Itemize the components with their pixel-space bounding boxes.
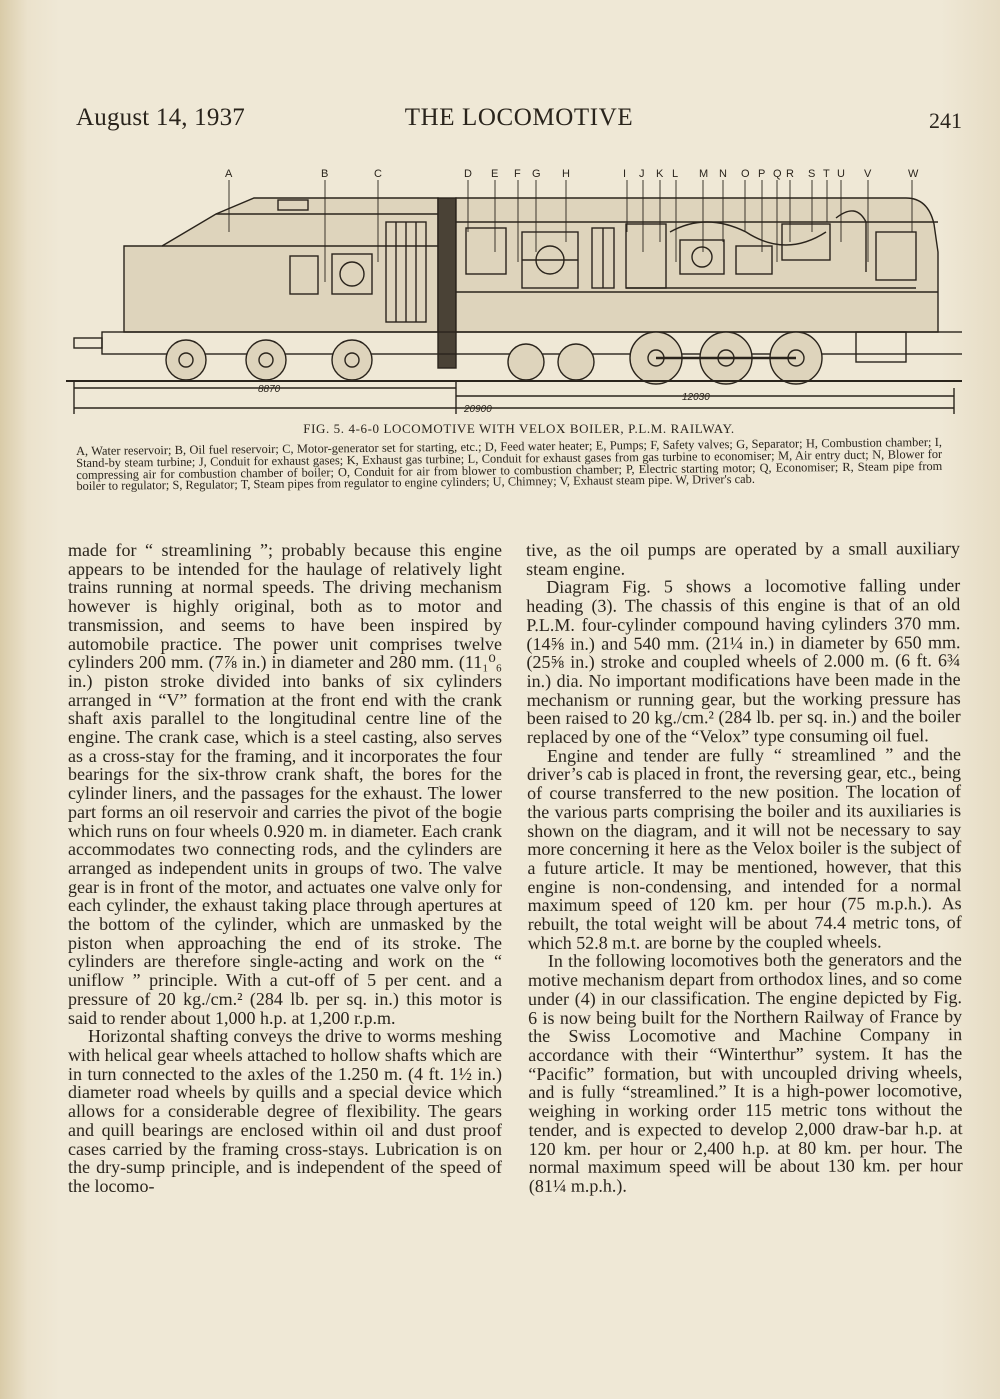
page-number: 241 <box>929 108 962 133</box>
paragraph: made for “ streamlining ”; probably because this engine appears to be intended for the haulage of relatively light trains running at normal speeds. The driving mechanism however is highly original, both as to motor and transmission, and seems to have been inspired by automobile practice. The power unit comprises twelve cylinders 200 mm. (7⅞ in.) in diameter and 280 mm. (11₁⁰₆ in.) piston stroke divided into banks of six cylinders arranged in “V” formation at the front end with the crank shaft axis parallel to the longitudinal centre line of the engine. The crank case, which is a steel casting, also serves as a cross-stay for the framing, and it incorporates the four bearings for the six-throw crank shaft, the bores for the cylinder liners, and the passages for the exhaust. The lower part forms an oil reservoir and carries the pivot of the bogie which runs on four wheels 0.920 m. in diameter. Each crank accommodates two connecting rods, and the cylinders are arranged as independent units in groups of two. The valve gear is in front of the motor, and actuates one valve only for each cylinder, the exhaust taking place through apertures at the bottom of the cylinder, which are unmasked by the piston when approaching the end of its stroke. The cylinders are therefore single-acting and work on the “ uniflow ” principle. With a cut-off of 5 per cent. and a pressure of 20 kg./cm.² (284 lb. per sq. in.) this motor is said to render about 1,000 h.p. at 1,200 r.p.m. <box>68 540 502 1028</box>
figure-label-l: L <box>672 168 679 180</box>
figure-label-m: M <box>699 168 709 180</box>
dim-engine: 12030 <box>682 392 710 403</box>
paragraph: Engine and tender are fully “ streamlined ” and the driver’s cab is placed in front, the reversing gear, etc., being of course transferred to the new position. The location of the various parts comprising the boiler and its auxiliaries is shown on the diagram, and it will not be necessary to say more concerning it here as the Velox boiler is the subject of a future article. It may be mentioned, however, that this engine is non-condensing, and intended for a normal maximum speed of 120 km. per hour (75 m.p.h.). As rebuilt, the total weight will be about 74.4 metric tons, of which 52.8 m.t. are borne by the coupled wheels. <box>526 743 962 953</box>
figure-label-b: B <box>321 168 329 180</box>
figure-label-e: E <box>491 168 499 180</box>
figure-label-f: F <box>514 168 521 180</box>
dim-total: 20900 <box>464 404 492 415</box>
figure-label-t: T <box>823 168 830 180</box>
figure-label-c: C <box>374 168 382 180</box>
figure-label-q: Q <box>773 168 782 180</box>
paragraph: Horizontal shafting conveys the drive to worms meshing with helical gear wheels attached to hollow shafts which are in turn connected to the axles of the 1.250 m. (4 ft. 1½ in.) diameter road wheels by quills and a special device which allows for a considerable degree of flexibility. The gears and quill bearings are enclosed within oil and dust proof cases carried by the framing cross-stays. Lubrication is on the dry-sump principle, and is independent of the speed of the locomo- <box>68 1026 502 1196</box>
figure-label-a: A <box>225 168 233 180</box>
figure-legend: A, Water reservoir; B, Oil fuel reservoir; C, Motor-generator set for starting, etc.; D, Feed water heater; E, Pumps; F, Safety valves; G, Separator; H, Combustion chamber; I, Stand-by steam turbine; J, Conduit for exhaust gases; K, Exhaust gas turbine; L, Conduit for exhaust gases from gas turbine to economiser; M, Air entry duct; N, Blower for compressing air for combustion chamber of boiler; O, Conduit for air from blower to combustion chamber; P, Electric starting motor; Q, Economiser; R, Steam pipe from boiler to regulator; S, Regulator; T, Steam pipes from regulator to engine cylinders; U, Chimney; V, Exhaust steam pipe. W, Driver's cab. <box>75 434 943 494</box>
right-column <box>526 539 963 1195</box>
figure-label-w: W <box>908 168 919 180</box>
figure-label-u: U <box>837 168 845 180</box>
figure-label-n: N <box>719 168 727 180</box>
header-title: THE LOCOMOTIVE <box>404 104 634 131</box>
left-column <box>68 541 502 1196</box>
paragraph: Diagram Fig. 5 shows a locomotive falling under heading (3). The chassis of this engine is that of an old P.L.M. four-cylinder compound having cylinders 370 mm. (14⅝ in.) and 540 mm. (21¼ in.) in diameter by 650 mm. (25⅝ in.) stroke and coupled wheels of 2.000 m. (6 ft. 6¾ in.) dia. No important modifications have been made in the mechanism or running gear, but the working pressure has been raised to 20 kg./cm.² (284 lb. per sq. in.) and the boiler replaced by one of the “Velox” type consuming oil fuel. <box>526 575 961 748</box>
figure-caption: FIG. 5. 4-6-0 LOCOMOTIVE WITH VELOX BOILER, P.L.M. RAILWAY. <box>303 421 735 436</box>
figure-label-s: S <box>808 168 816 180</box>
paragraph: In the following locomotives both the generators and the motive mechanism depart from orthodox lines, and so come under (4) in our classification. The engine depicted by Fig. 6 is now being built for the Northern Railway of France by the Swiss Locomotive and Machine Company in accordance with their “Winterthur” system. It has the “Pacific” formation, but with uncoupled driving wheels, and is fully “streamlined.” It is a high-power locomotive, weighing in working order 115 metric tons without the tender, and is expected to develop 2,000 draw-bar h.p. at 120 km. per hour or 2,400 h.p. at 80 km. per hour. The normal maximum speed will be about 130 km. per hour (81¼ m.p.h.). <box>527 949 963 1196</box>
figure-label-h: H <box>562 168 570 180</box>
figure-label-k: K <box>656 168 664 180</box>
locomotive-drawing <box>66 162 962 424</box>
running-header <box>76 104 962 138</box>
figure-label-j: J <box>639 168 645 180</box>
figure-label-p: P <box>758 168 766 180</box>
dim-tender: 8870 <box>258 384 281 395</box>
locomotive-diagram <box>66 162 962 424</box>
header-date: August 14, 1937 <box>76 104 245 131</box>
figure-label-d: D <box>464 168 472 180</box>
paragraph: tive, as the oil pumps are operated by a small auxiliary steam engine. <box>525 538 961 579</box>
figure-label-o: O <box>741 168 750 180</box>
figure-label-r: R <box>786 168 794 180</box>
figure-label-v: V <box>864 168 872 180</box>
figure-label-g: G <box>532 168 541 180</box>
figure-label-i: I <box>623 168 627 180</box>
